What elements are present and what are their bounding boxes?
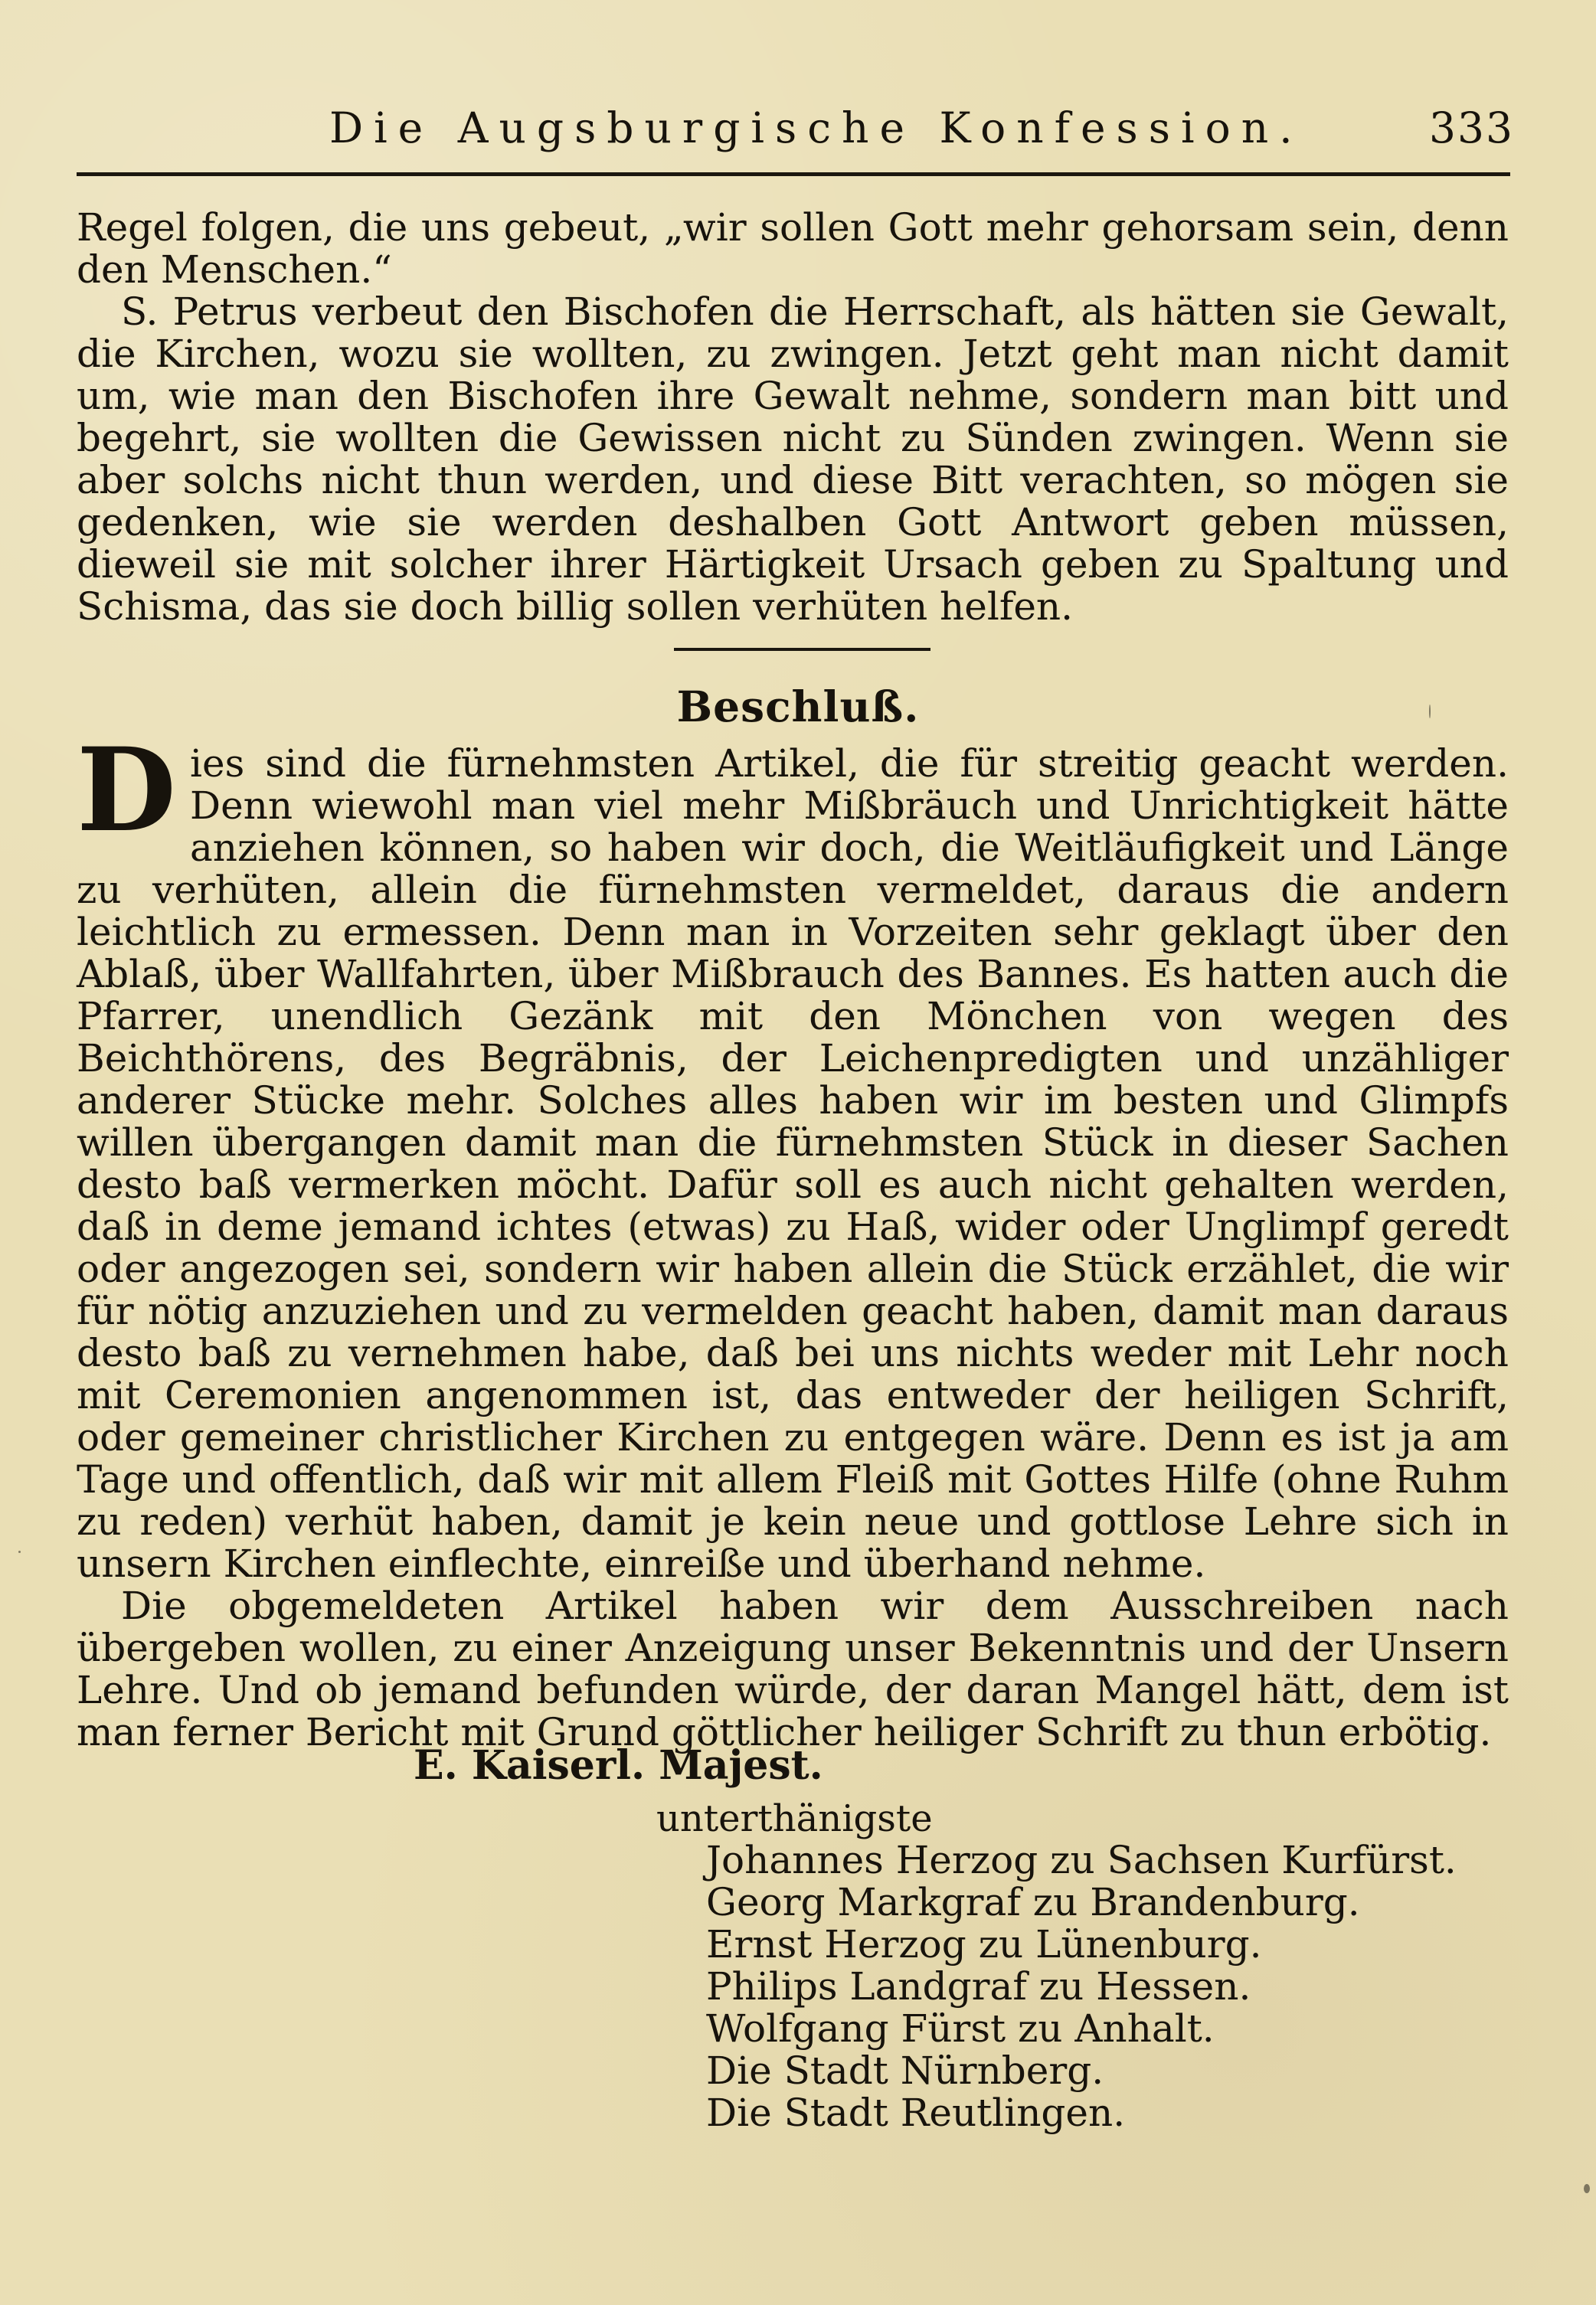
continued-text xyxy=(77,207,1509,628)
conclusion-paragraph-1-text: ies sind die fürnehmsten Artikel, die für streitig geacht werden. Denn wiewohl man viel mehr Mißbräuch und Unrichtigkeit hätte anziehen können, so haben wir doch, die Weitläufigkeit und Länge zu verhüten, allein die fürnehmsten vermeldet, daraus die andern leichtlich zu ermessen. Denn man in Vorzeiten sehr geklagt über den Ablaß, über Wallfahrten, über Mißbrauch des Bannes. Es hatten auch die Pfarrer, unendlich Gezänk mit den Mönchen von wegen des Beichthörens, des Begräbnis, der Leichenpredigten und unzähliger anderer Stücke mehr. Solches alles haben wir im besten und Glimpfs willen übergangen damit man die fürnehmsten Stück in dieser Sachen desto baß vermerken möcht. Dafür soll es auch nicht gehalten werden, daß in deme jemand ichtes (etwas) zu Haß, wider oder Unglimpf geredt oder angezogen sei, sondern wir haben allein die Stück erzählet, die wir für nötig anzuziehen und zu vermelden geacht haben, damit man daraus desto baß zu vernehmen habe, daß bei uns nichts weder mit Lehr noch mit Ceremonien angenommen ist, das entweder der heiligen Schrift, oder gemeiner christlicher Kirchen zu entgegen wäre. Denn es ist ja am Tage und offentlich, daß wir mit allem Fleiß mit Gottes Hilfe (ohne Ruhm zu reden) verhüt haben, damit je kein neue und gottlose Lehre sich in unsern Kirchen einflechte, einreiße und überhand nehme. xyxy=(77,741,1509,1586)
paper-mark xyxy=(18,1551,21,1553)
continued-paragraph-2: S. Petrus verbeut den Bischofen die Herrschaft, als hätten sie Gewalt, die Kirchen, wozu sie wollten, zu zwingen. Jetzt geht man nicht damit um, wie man den Bischofen ihre Gewalt nehme, sondern man bitt und begehrt, sie wollten die Gewissen nicht zu Sünden zwingen. Wenn sie aber solchs nicht thun werden, und diese Bitt verachten, so mögen sie gedenken, wie sie werden deshalben Gott Antwort geben müssen, dieweil sie mit solcher ihrer Härtigkeit Ursach geben zu Spaltung und Schisma, das sie doch billig sollen verhüten helfen. xyxy=(77,289,1509,629)
signatory-6: Die Stadt Nürnberg. xyxy=(706,2048,1104,2093)
continued-paragraph-1: Regel folgen, die uns gebeut, „wir sollen Gott mehr gehorsam sein, denn den Menschen.“ xyxy=(77,205,1509,292)
signatory-2: Georg Markgraf zu Brandenburg. xyxy=(706,1880,1360,1924)
paper-mark xyxy=(1429,705,1431,718)
signatory-3: Ernst Herzog zu Lünenburg. xyxy=(706,1922,1262,1967)
conclusion-paragraph-1 xyxy=(77,723,1509,1586)
page-number: 333 xyxy=(1429,103,1514,152)
header-rule xyxy=(77,172,1510,176)
humble-closing: unterthänigste xyxy=(656,1797,933,1840)
section-rule xyxy=(674,648,930,651)
signatory-7: Die Stadt Reutlingen. xyxy=(706,2091,1126,2135)
conclusion-text xyxy=(77,723,1509,1754)
signatory-5: Wolfgang Fürst zu Anhalt. xyxy=(706,2006,1215,2051)
section-title: Beschluß. xyxy=(676,682,920,731)
drop-cap: D xyxy=(77,723,177,858)
signatory-4: Philips Landgraf zu Hessen. xyxy=(706,1964,1251,2009)
paper-mark xyxy=(1584,2184,1590,2193)
running-head xyxy=(0,96,1596,165)
signature-heading: E. Kaiserl. Majest. xyxy=(414,1742,823,1789)
conclusion-paragraph-2: Die obgemeldeten Artikel haben wir dem Ausschreiben nach übergeben wollen, zu einer Anzeigung unser Bekenntnis und der Unsern Lehre. Und ob jemand befunden würde, der daran Mangel hätt, dem ist man ferner Bericht mit Grund göttlicher heiliger Schrift zu thun erbötig. xyxy=(77,1584,1509,1754)
signatories-list xyxy=(706,1839,1457,2134)
signatory-1: Johannes Herzog zu Sachsen Kurfürst. xyxy=(706,1838,1457,1882)
running-title: Die Augsburgische Konfession. xyxy=(329,103,1303,152)
